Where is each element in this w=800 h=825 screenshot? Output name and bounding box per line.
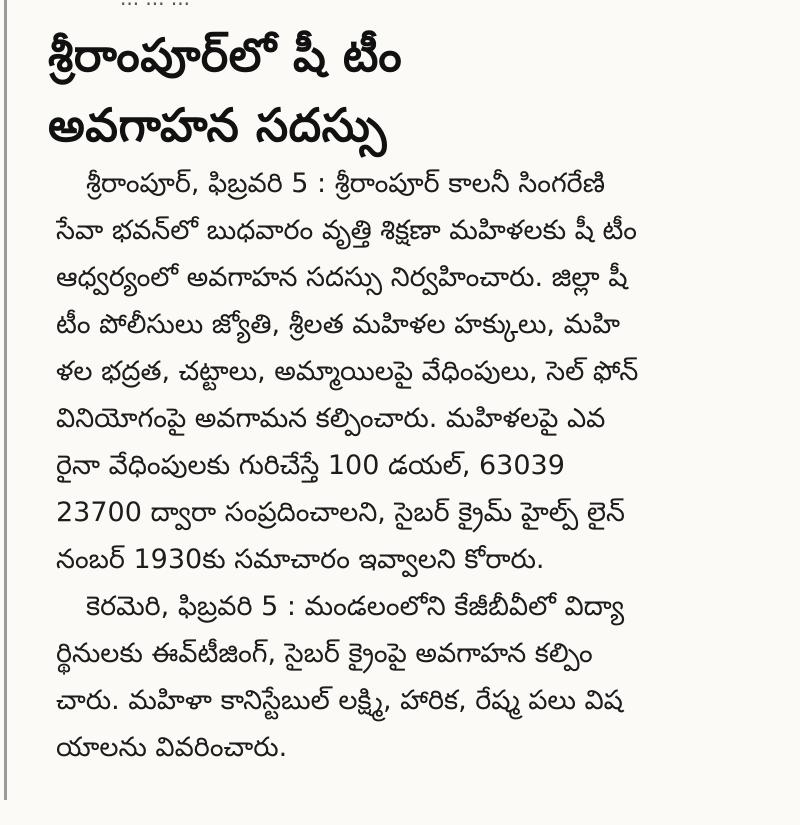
cropped-previous-line xyxy=(120,0,540,6)
paragraph-line: 23700 ద్వారా సంప్రదించాలని, సైబర్ క్రైమ్ హైల్ప్ లైన్ xyxy=(56,497,625,528)
paragraph-line: యాలను వివరించారు. xyxy=(56,732,288,763)
paragraph-line: శ్రీరాంపూర్, ఫిబ్రవరి 5 : శ్రీరాంపూర్ కాలనీ సింగరేణి xyxy=(86,168,605,199)
column-rule xyxy=(4,0,7,800)
headline xyxy=(48,20,778,160)
paragraph-line: ళల భద్రత, చట్టాలు, అమ్మాయిలపై వేధింపులు, సెల్ ఫోన్ xyxy=(56,356,639,387)
paragraph-line: సేవా భవన్‌లో బుధవారం వృత్తి శిక్షణా మహిళలకు షీ టీం xyxy=(56,215,637,246)
paragraph-line: టీం పోలీసులు జ్యోతి, శ్రీలత మహిళల హక్కులు, మహి xyxy=(56,309,621,340)
paragraph-line: చారు. మహిళా కానిస్టేబుల్ లక్ష్మి, హారిక, రేష్మ పలు విష xyxy=(56,685,623,716)
paragraph-line: కెరమెరి, ఫిబ్రవరి 5 : మండలంలోని కేజీబీవీలో విద్యా xyxy=(86,591,625,622)
paragraph-line: ఆధ్వర్యంలో అవగాహన సదస్సు నిర్వహించారు. జిల్లా షీ xyxy=(56,262,628,293)
paragraph-line: నంబర్ 1930కు సమాచారం ఇవ్వాలని కోరారు. xyxy=(56,544,545,575)
paragraph-line: వినియోగంపై అవగామన కల్పించారు. మహిళలపై ఎవ xyxy=(56,403,606,434)
article-body xyxy=(56,160,776,771)
paragraph-line: ర్థినులకు ఈవ్‌టీజింగ్, సైబర్ క్రైంపై అవగాహన కల్పిం xyxy=(56,638,593,669)
headline-line: శ్రీరాంపూర్‌లో షీ టీం xyxy=(48,28,403,82)
headline-line: అవగాహన సదస్సు xyxy=(48,98,387,152)
paragraph-line: రైనా వేధింపులకు గురిచేస్తే 100 డయల్, 63039 xyxy=(56,450,565,481)
